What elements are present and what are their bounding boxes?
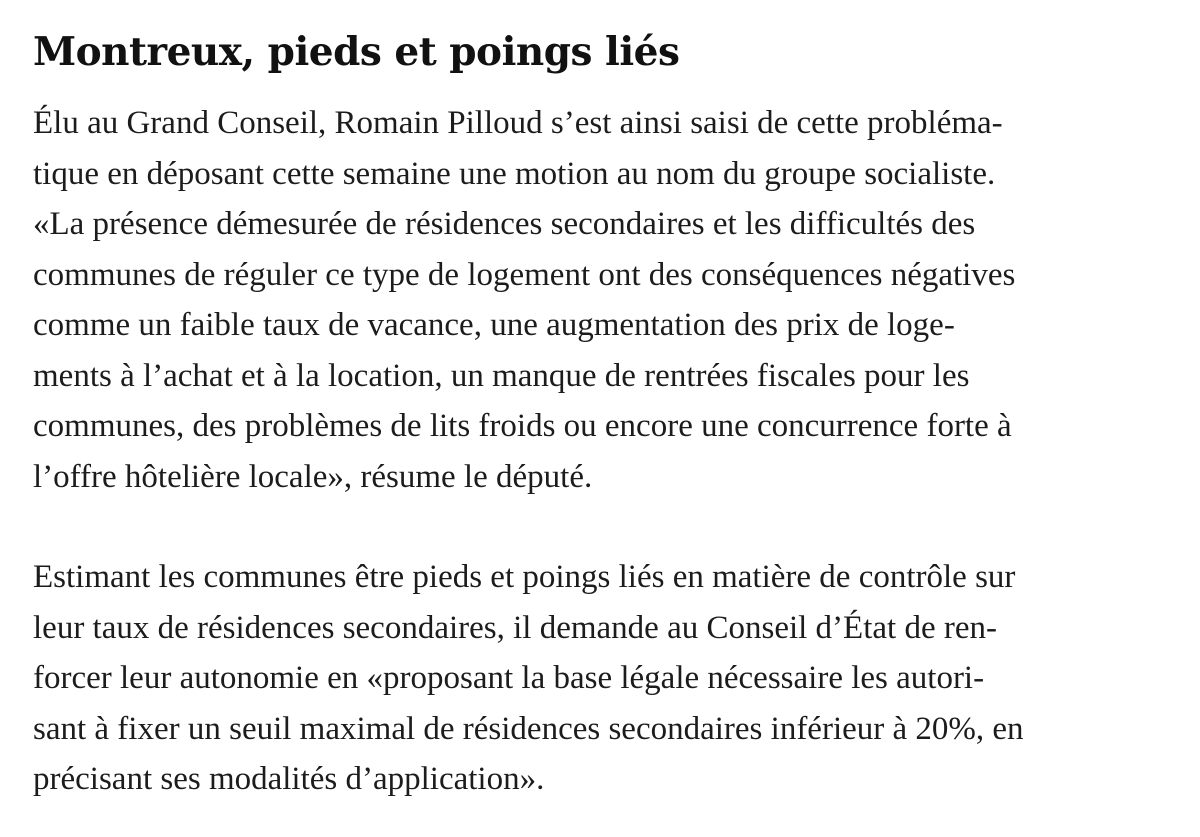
paragraph-line: forcer leur autonomie en «proposant la base légale nécessaire les autori- <box>33 660 985 696</box>
paragraph-line: précisant ses modalités d’application». <box>33 761 545 797</box>
paragraph-line: Élu au Grand Conseil, Romain Pilloud s’est ainsi saisi de cette probléma- <box>33 105 1003 141</box>
article-paragraph-2 <box>33 552 1200 805</box>
paragraph-line: communes de réguler ce type de logement ont des conséquences négatives <box>33 256 1016 293</box>
paragraph-line: Estimant les communes être pieds et poings liés en matière de contrôle sur <box>33 559 1016 595</box>
article-paragraph-1 <box>33 98 1200 502</box>
paragraph-line: «La présence démesurée de résidences secondaires et les difficultés des <box>33 206 976 242</box>
paragraph-line: comme un faible taux de vacance, une augmentation des prix de loge- <box>33 307 955 343</box>
paragraph-line: leur taux de résidences secondaires, il demande au Conseil d’État de ren- <box>33 609 997 646</box>
paragraph-line: l’offre hôtelière locale», résume le député. <box>33 458 593 495</box>
paragraph-line: tique en déposant cette semaine une motion au nom du groupe socialiste. <box>33 155 996 192</box>
paragraph-line: sant à fixer un seuil maximal de résidences secondaires inférieur à 20%, en <box>33 710 1024 747</box>
paragraph-line: ments à l’achat et à la location, un manque de rentrées fiscales pour les <box>33 357 970 394</box>
article-headline: Montreux, pieds et poings liés <box>33 29 680 75</box>
paragraph-line: communes, des problèmes de lits froids ou encore une concurrence forte à <box>33 408 1012 444</box>
